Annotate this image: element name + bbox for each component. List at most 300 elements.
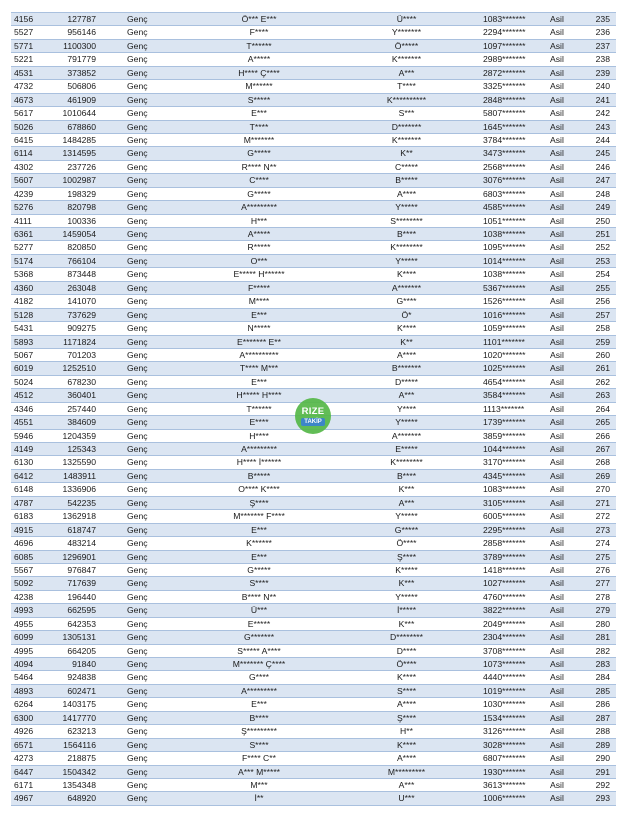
cell-surname: Ö**** [396,659,417,669]
cell-status: Asil [550,578,564,589]
cell-rank: 270 [595,484,610,495]
cell-name: R***** [247,242,271,253]
cell-rank: 280 [595,618,610,629]
cell-number: 701203 [67,349,96,360]
cell-name: T****** [246,403,272,414]
cell-category: Genç [127,81,148,92]
table-row [11,255,616,268]
cell-rank: 258 [595,323,610,334]
cell-surname: Ö* [401,309,412,320]
cell-rank: 244 [595,134,610,145]
table-row [11,147,616,160]
cell-rank: 241 [595,94,610,105]
cell-category: Genç [127,564,148,575]
cell-surname: Ş**** [396,712,417,723]
cell-rank: 292 [595,779,610,790]
cell-id: 5617 [14,108,34,119]
cell-name: G***** [247,148,271,159]
cell-name: A********* [241,444,277,454]
cell-number: 1171824 [63,336,96,347]
cell-number: 1305131 [62,632,96,643]
cell-name: G**** [248,672,270,683]
cell-rank: 290 [595,753,610,764]
cell-id: 4551 [14,417,34,428]
cell-name: O**** K**** [238,484,280,495]
cell-name: B**** N** [241,591,277,602]
cell-category: Genç [127,363,148,374]
table-row [11,537,616,550]
cell-id: 6130 [14,457,34,468]
cell-category: Genç [127,591,148,602]
cell-rank: 251 [595,229,610,239]
cell-number: 820850 [67,242,96,253]
cell-number: 1325590 [62,457,96,468]
cell-surname: H** [400,726,413,737]
table-row [11,215,616,228]
cell-category: Genç [127,779,148,790]
cell-rank: 288 [595,726,610,737]
cell-masked-id: 1051******* [483,215,526,226]
table-row [11,752,616,765]
cell-number: 678860 [67,121,96,132]
cell-rank: 285 [595,685,610,696]
cell-category: Genç [127,349,148,360]
cell-rank: 261 [595,363,610,374]
cell-number: 1459054 [62,229,96,239]
cell-id: 6019 [14,363,34,374]
cell-masked-id: 1027******* [483,578,526,589]
cell-name: E***** H****** [233,269,285,280]
cell-id: 6361 [14,229,34,239]
cell-number: 461909 [67,94,96,105]
cell-status: Asil [550,457,564,468]
cell-surname: B***** [395,175,418,186]
cell-number: 141070 [67,296,96,307]
cell-id: 5893 [14,336,34,347]
cell-status: Asil [550,54,564,65]
cell-name: E***** [247,618,271,629]
table-row [11,94,616,107]
cell-rank: 253 [595,255,610,266]
cell-status: Asil [550,753,564,764]
cell-rank: 249 [595,202,610,213]
table-row [11,524,616,537]
cell-category: Genç [127,444,148,454]
cell-category: Genç [127,376,148,387]
cell-category: Genç [127,793,148,804]
cell-status: Asil [550,659,564,669]
cell-number: 263048 [67,282,96,293]
cell-number: 1204359 [62,430,96,441]
cell-id: 4346 [14,403,34,414]
cell-name: T**** M*** [239,363,279,374]
cell-surname: K*** [398,484,415,495]
cell-category: Genç [127,175,148,186]
cell-category: Genç [127,188,148,199]
cell-category: Genç [127,672,148,683]
table-row [11,322,616,335]
cell-name: H*** [250,215,268,226]
table-row [11,470,616,483]
cell-masked-id: 1016******* [483,309,526,320]
cell-surname: K******** [390,457,423,468]
cell-masked-id: 2049******* [483,618,526,629]
cell-rank: 254 [595,269,610,280]
cell-name: C**** [249,175,269,186]
cell-name: F**** [249,27,269,38]
cell-id: 4531 [14,67,34,78]
cell-category: Genç [127,578,148,589]
cell-rank: 259 [595,336,610,347]
cell-id: 6412 [14,470,34,481]
table-row [11,188,616,201]
cell-number: 737629 [67,309,96,320]
table-row [11,725,616,738]
cell-id: 4182 [14,296,34,307]
cell-category: Genç [127,605,148,616]
cell-rank: 269 [595,470,610,481]
cell-status: Asil [550,188,564,199]
cell-status: Asil [550,229,564,239]
cell-status: Asil [550,242,564,253]
cell-category: Genç [127,699,148,710]
cell-name: E*** [251,699,267,710]
cell-number: 100336 [67,215,96,226]
cell-number: 373852 [67,67,96,78]
cell-id: 5277 [14,242,34,253]
cell-id: 4967 [14,793,34,804]
cell-masked-id: 3708******* [483,645,526,656]
cell-number: 976847 [67,564,96,575]
cell-name: E******* E** [237,336,281,347]
cell-rank: 235 [595,14,610,24]
cell-surname: D***** [395,376,418,387]
cell-rank: 263 [595,390,610,401]
cell-rank: 257 [595,309,610,320]
cell-surname: D******* [391,121,422,132]
cell-name: Ö*** E*** [241,14,277,24]
cell-name: G******* [243,632,275,643]
cell-surname: A******* [391,430,422,441]
cell-number: 483214 [67,538,96,549]
cell-category: Genç [127,618,148,629]
cell-status: Asil [550,779,564,790]
cell-number: 623213 [67,726,96,737]
table-row [11,591,616,604]
cell-surname: Y**** [396,403,417,414]
cell-name: G***** [247,188,271,199]
cell-category: Genç [127,712,148,723]
cell-status: Asil [550,497,564,508]
cell-status: Asil [550,618,564,629]
cell-status: Asil [550,121,564,132]
cell-surname: K******* [391,54,422,65]
cell-number: 1314595 [62,148,96,159]
cell-rank: 239 [595,67,610,78]
table-row [11,671,616,684]
cell-category: Genç [127,40,148,51]
cell-rank: 245 [595,148,610,159]
table-row [11,161,616,174]
cell-id: 5431 [14,323,34,334]
cell-category: Genç [127,67,148,78]
cell-surname: T**** [397,81,416,92]
cell-surname: A*** [398,390,415,401]
cell-masked-id: 1020******* [483,349,526,360]
cell-name: H***** H**** [236,390,282,401]
cell-number: 127787 [67,14,96,24]
cell-surname: G***** [394,524,419,535]
cell-number: 909275 [67,323,96,334]
cell-category: Genç [127,161,148,172]
cell-rank: 262 [595,376,610,387]
cell-number: 196440 [67,591,96,602]
cell-name: H**** Ç**** [238,67,280,78]
table-row [11,362,616,375]
cell-category: Genç [127,215,148,226]
table-row [11,712,616,725]
cell-name: İ** [254,793,264,804]
cell-number: 820798 [67,202,96,213]
cell-status: Asil [550,94,564,105]
cell-surname: A*** [398,497,415,508]
cell-name: T****** [246,40,272,51]
cell-name: M******* [243,134,275,145]
cell-id: 6148 [14,484,34,495]
cell-id: 4239 [14,188,34,199]
cell-rank: 275 [595,551,610,562]
cell-name: A*** M***** [237,766,281,777]
cell-masked-id: 1534******* [483,712,526,723]
cell-masked-id: 4440******* [483,672,526,683]
cell-number: 956146 [67,27,96,38]
table-row [11,282,616,295]
cell-rank: 246 [595,161,610,172]
cell-rank: 260 [595,349,610,360]
cell-masked-id: 1044******* [483,444,526,454]
cell-masked-id: 1083******* [483,14,526,24]
table-row [11,40,616,53]
table-row [11,80,616,93]
cell-category: Genç [127,134,148,145]
cell-number: 360401 [67,390,96,401]
cell-masked-id: 1059******* [483,323,526,334]
table-row [11,376,616,389]
cell-id: 4673 [14,94,34,105]
cell-id: 4787 [14,497,34,508]
cell-status: Asil [550,605,564,616]
cell-category: Genç [127,296,148,307]
cell-category: Genç [127,14,148,24]
cell-status: Asil [550,309,564,320]
logo-text-bottom: TAKİP [301,418,325,426]
cell-name: E**** [249,417,269,428]
cell-rank: 293 [595,793,610,804]
cell-name: A********* [241,202,277,213]
cell-masked-id: 2295******* [483,524,526,535]
cell-surname: D**** [396,645,417,656]
table-row [11,604,616,617]
cell-rank: 283 [595,659,610,669]
cell-surname: Ş**** [396,551,417,562]
cell-status: Asil [550,645,564,656]
cell-rank: 274 [595,538,610,549]
cell-surname: E***** [395,444,418,454]
cell-status: Asil [550,766,564,777]
cell-category: Genç [127,632,148,643]
table-row [11,645,616,658]
table-row [11,483,616,496]
cell-name: Ş**** [249,497,269,508]
cell-surname: K** [400,148,413,159]
cell-surname: A*** [398,779,415,790]
cell-rank: 279 [595,605,610,616]
cell-surname: K******* [391,134,422,145]
cell-masked-id: 6005******* [483,511,526,522]
cell-status: Asil [550,282,564,293]
cell-masked-id: 4345******* [483,470,526,481]
cell-surname: Ö***** [394,40,419,51]
cell-rank: 278 [595,591,610,602]
table-row [11,658,616,671]
cell-masked-id: 3859******* [483,430,526,441]
cell-masked-id: 1019******* [483,685,526,696]
table-row [11,67,616,80]
cell-category: Genç [127,497,148,508]
table-row [11,631,616,644]
cell-surname: K******** [390,242,423,253]
cell-status: Asil [550,161,564,172]
table-row [11,497,616,510]
cell-surname: Y***** [395,202,418,213]
cell-name: H**** İ****** [236,457,282,468]
cell-status: Asil [550,27,564,38]
cell-masked-id: 6807******* [483,753,526,764]
cell-surname: İ***** [396,605,417,616]
cell-masked-id: 2989******* [483,54,526,65]
cell-status: Asil [550,81,564,92]
cell-id: 4512 [14,390,34,401]
cell-masked-id: 2848******* [483,94,526,105]
cell-masked-id: 3028******* [483,739,526,750]
cell-number: 618747 [67,524,96,535]
cell-rank: 272 [595,511,610,522]
cell-id: 4955 [14,618,34,629]
cell-number: 1252510 [62,363,96,374]
cell-masked-id: 1006******* [483,793,526,804]
cell-status: Asil [550,202,564,213]
table-row [11,510,616,523]
cell-category: Genç [127,430,148,441]
cell-masked-id: 3170******* [483,457,526,468]
cell-id: 6171 [14,779,34,790]
cell-number: 873448 [67,269,96,280]
cell-status: Asil [550,511,564,522]
cell-surname: K*** [398,618,415,629]
cell-masked-id: 1113******* [483,403,525,414]
cell-number: 1296901 [62,551,96,562]
cell-masked-id: 4654******* [483,376,526,387]
cell-masked-id: 1025******* [483,363,526,374]
cell-name: A***** [247,229,271,239]
cell-rank: 256 [595,296,610,307]
cell-masked-id: 2568******* [483,161,526,172]
cell-category: Genç [127,538,148,549]
cell-id: 5607 [14,175,34,186]
cell-name: E*** [251,376,267,387]
cell-rank: 240 [595,81,610,92]
cell-masked-id: 3613******* [483,779,526,790]
cell-number: 91840 [72,659,96,669]
cell-name: N***** [247,323,271,334]
cell-status: Asil [550,67,564,78]
cell-masked-id: 1645******* [483,121,526,132]
table-row [11,13,616,26]
cell-rank: 264 [595,403,610,414]
cell-status: Asil [550,376,564,387]
cell-surname: A**** [396,753,417,764]
cell-category: Genç [127,282,148,293]
cell-id: 5567 [14,564,34,575]
cell-status: Asil [550,712,564,723]
cell-name: E*** [251,551,267,562]
cell-status: Asil [550,685,564,696]
cell-status: Asil [550,363,564,374]
cell-surname: Ö**** [396,538,417,549]
cell-rank: 252 [595,242,610,253]
cell-status: Asil [550,699,564,710]
cell-id: 5024 [14,376,34,387]
table-row [11,121,616,134]
cell-number: 1484285 [62,134,96,145]
cell-id: 5464 [14,672,34,683]
cell-category: Genç [127,470,148,481]
cell-surname: C***** [395,161,418,172]
cell-category: Genç [127,121,148,132]
cell-surname: B**** [396,470,417,481]
cell-number: 1336906 [62,484,96,495]
cell-masked-id: 2294******* [483,27,526,38]
cell-category: Genç [127,108,148,119]
cell-status: Asil [550,672,564,683]
cell-name: M******* Ç**** [232,659,286,669]
cell-category: Genç [127,685,148,696]
cell-number: 1504342 [62,766,96,777]
cell-id: 5174 [14,255,34,266]
cell-surname: D******** [390,632,423,643]
cell-status: Asil [550,14,564,24]
table-row [11,739,616,752]
cell-status: Asil [550,108,564,119]
cell-number: 125343 [67,444,96,454]
cell-category: Genç [127,390,148,401]
cell-surname: M********* [387,766,426,777]
cell-category: Genç [127,484,148,495]
cell-rank: 255 [595,282,610,293]
cell-surname: K********** [386,94,427,105]
cell-status: Asil [550,269,564,280]
cell-id: 4149 [14,444,34,454]
cell-category: Genç [127,659,148,669]
cell-id: 4926 [14,726,34,737]
cell-rank: 286 [595,699,610,710]
cell-masked-id: 1073******* [483,659,526,669]
cell-status: Asil [550,739,564,750]
cell-name: E*** [251,309,267,320]
cell-number: 1002987 [62,175,96,186]
cell-name: G***** [247,564,271,575]
table-row [11,53,616,66]
